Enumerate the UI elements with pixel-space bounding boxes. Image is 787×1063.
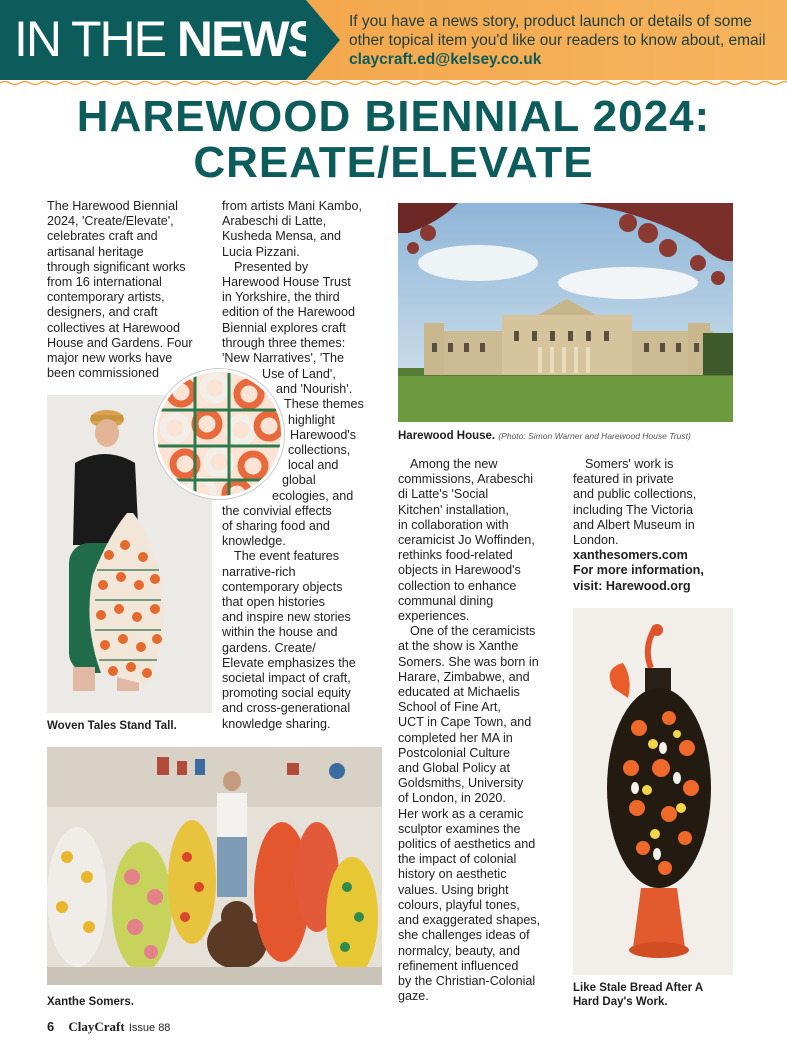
text-line: including The Victoria	[573, 502, 693, 517]
text-line: UCT in Cape Town, and	[398, 715, 532, 730]
text-line: Kusheda Mensa, and	[222, 229, 342, 244]
text-line: the impact of colonial	[398, 852, 517, 867]
text-line: gardens. Create/	[222, 640, 316, 655]
issue-number: Issue 88	[128, 1022, 171, 1034]
text-line: Biennial explores craft	[222, 320, 346, 335]
caption-stale-bread: Like Stale Bread After A Hard Day's Work.	[573, 982, 704, 1008]
more-info: For more information, visit: Harewood.org	[573, 563, 704, 593]
website-link[interactable]: xanthesomers.com	[573, 548, 688, 563]
column-2-wrap-text	[222, 367, 382, 519]
text-line: and public collections,	[573, 487, 697, 502]
text-line: and cross-generational	[222, 701, 351, 716]
text-line: designers, and craft	[47, 305, 158, 320]
text-line: Somers. She was born in	[398, 654, 539, 669]
text-line: promoting social equity	[222, 686, 351, 701]
text-line: collections,	[288, 443, 351, 458]
text-line: highlight	[288, 412, 335, 427]
text-line: 2024, 'Create/Elevate',	[47, 214, 174, 229]
section-tag	[0, 0, 319, 80]
caption-woven: Woven Tales Stand Tall.	[47, 720, 177, 732]
text-line: celebrates craft and	[47, 229, 158, 244]
text-line: These themes	[284, 397, 364, 412]
headline-line-2: CREATE/ELEVATE	[193, 138, 594, 187]
text-line: normalcy, beauty, and	[398, 943, 521, 958]
text-line: politics of aesthetics and	[398, 837, 536, 852]
text-line: communal dining	[398, 593, 494, 608]
text-line: ecologies, and	[272, 488, 354, 503]
text-line: Her work as a ceramic	[398, 806, 524, 821]
text-line: objects in Harewood's	[398, 563, 521, 578]
text-line: knowledge.	[222, 534, 286, 549]
header-banner	[0, 0, 787, 80]
text-line: from artists Mani Kambo,	[222, 199, 362, 213]
text-line: Presented by	[234, 259, 309, 274]
text-line: edition of the Harewood	[222, 305, 356, 320]
text-line: Harare, Zimbabwe, and	[398, 669, 530, 684]
column-1-text	[47, 199, 212, 381]
text-line: completed her MA in	[398, 730, 513, 745]
text-line: that open histories	[222, 595, 325, 610]
text-line: artisanal heritage	[47, 244, 144, 259]
text-line: sculptor examines the	[398, 821, 521, 836]
column-3-text	[398, 457, 558, 1004]
text-line: and exaggerated shapes,	[398, 913, 541, 928]
caption-xanthe: Xanthe Somers.	[47, 996, 134, 1008]
text-line: Harewood House Trust	[222, 275, 351, 290]
text-line: Arabeschi di Latte,	[222, 214, 327, 229]
text-line: societal impact of craft,	[222, 671, 351, 686]
text-line: Harewood's	[290, 427, 357, 442]
text-line: House and Gardens. Four	[47, 335, 193, 350]
text-line: The event features	[234, 549, 340, 564]
text-line: through three themes:	[222, 335, 346, 350]
column-2-continued	[222, 519, 382, 732]
email-link[interactable]: claycraft.ed@kelsey.co.uk	[349, 51, 542, 68]
text-line: Lucia Pizzani.	[222, 244, 300, 259]
xanthe-somers-photo	[47, 747, 382, 985]
text-line: School of Fine Art,	[398, 700, 501, 715]
stale-bread-photo	[573, 608, 733, 975]
tag-arrow	[306, 0, 340, 80]
text-line: The Harewood Biennial	[47, 199, 178, 213]
text-line: local and	[288, 458, 339, 473]
text-line: in collaboration with	[398, 517, 509, 532]
headline-line-1: HAREWOOD BIENNIAL 2024:	[76, 92, 711, 141]
text-line: featured in private	[573, 472, 674, 487]
column-4-text	[573, 457, 733, 594]
text-line: and 'Nourish'.	[276, 382, 353, 397]
text-line: she challenges ideas of	[398, 928, 530, 943]
wavy-divider	[0, 80, 787, 86]
text-line: Use of Land',	[262, 367, 336, 381]
text-line: in Yorkshire, the third	[222, 290, 340, 305]
harewood-house-photo	[398, 203, 733, 422]
text-line: Somers' work is	[585, 457, 674, 471]
text-line: global	[282, 473, 316, 488]
text-line: ceramicist Jo Woffinden,	[398, 533, 535, 548]
text-line: rethinks food-related	[398, 548, 513, 563]
text-line: Postcolonial Culture	[398, 745, 511, 760]
text-line: by the Christian-Colonial	[398, 973, 536, 988]
text-line: London.	[573, 533, 619, 548]
text-line: major new works have	[47, 351, 173, 366]
page-number: 6	[47, 1019, 55, 1034]
text-line: educated at Michaelis	[398, 685, 520, 700]
text-line: of London, in 2020.	[398, 791, 506, 806]
page-footer	[47, 1019, 170, 1035]
text-line: gaze.	[398, 989, 429, 1004]
text-line: history on aesthetic	[398, 867, 507, 882]
text-line: values. Using bright	[398, 882, 509, 897]
text-line: experiences.	[398, 609, 470, 624]
text-line: One of the ceramicists	[410, 624, 536, 639]
text-line: di Latte's 'Social	[398, 487, 489, 502]
text-line: of sharing food and	[222, 519, 330, 533]
text-line: collection to enhance	[398, 578, 517, 593]
caption-harewood: Harewood House. (Photo: Simon Warner and Harewood House Trust)	[398, 430, 691, 442]
text-line: been commissioned	[47, 366, 160, 381]
text-line: and Global Policy at	[398, 761, 511, 776]
text-line: 'New Narratives', 'The	[222, 351, 344, 366]
column-2-text	[222, 199, 382, 366]
text-line: contemporary objects	[222, 579, 343, 594]
text-line: knowledge sharing.	[222, 716, 331, 731]
text-line: Goldsmiths, University	[398, 776, 524, 791]
text-line: within the house and	[222, 625, 338, 640]
text-line: Kitchen' installation,	[398, 502, 509, 517]
text-line: refinement influenced	[398, 958, 519, 973]
text-line: and inspire new stories	[222, 610, 351, 625]
text-line: at the show is Xanthe	[398, 639, 519, 654]
text-line: the convivial effects	[222, 503, 332, 518]
header-notice: If you have a news story, product launch or details of some other topical item you'd like our readers to know about, email claycraft.ed@kelsey.co.uk	[349, 13, 766, 68]
text-line: from 16 international	[47, 275, 162, 290]
section-title: IN THE NEWS	[14, 11, 319, 67]
text-line: collectives at Harewood	[47, 320, 180, 335]
text-line: commissions, Arabeschi	[398, 472, 534, 487]
magazine-name: ClayCraft	[68, 1019, 125, 1034]
text-line: Elevate emphasizes the	[222, 655, 356, 670]
text-line: through significant works	[47, 259, 186, 274]
text-line: contemporary artists,	[47, 290, 165, 305]
text-line: and Albert Museum in	[573, 517, 695, 532]
harewood-link[interactable]: visit: Harewood.org	[573, 578, 691, 593]
text-line: colours, playful tones,	[398, 897, 520, 912]
text-line: Among the new	[410, 457, 498, 471]
article-headline	[0, 94, 787, 186]
text-line: narrative-rich	[222, 564, 296, 579]
